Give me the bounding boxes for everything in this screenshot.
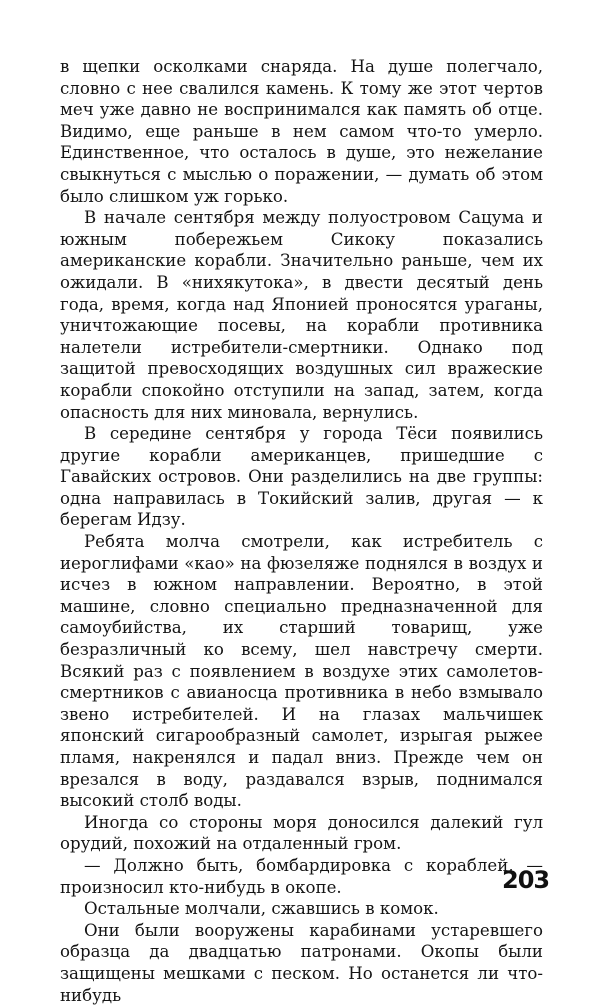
paragraph-carbines: Они были вооружены карабинами устаревшего образца да двадцатью патронами. Окопы были защищены мешками с песком. Но останется ли что-нибудь	[60, 920, 543, 1005]
paragraph-continuation: в щепки осколками снаряда. На душе полегчало, словно с нее свалился камень. К тому же этот чертов меч уже давно не воспринимался как память об отце. Видимо, еще раньше в нем самом что-то умерло. Единственное, что осталось в душе, это нежелание свыкнуться с мыслью о поражении, — думать об этом было слишком уж горько.	[60, 57, 543, 206]
paragraph-silence: Остальные молчали, сжавшись в комок.	[84, 899, 439, 919]
paragraph-guns: Иногда со стороны моря доносился далекий гул орудий, похожий на отдаленный гром.	[60, 812, 543, 854]
paragraph-tyoshi: В середине сентября у города Тёси появились другие корабли американцев, пришедшие с Гавайских островов. Они разделились на две группы: одна направилась в Токийский залив, другая — к берегам Идзу.	[60, 424, 543, 530]
page-number: 203	[502, 866, 550, 894]
book-page-text	[60, 56, 543, 1006]
paragraph-american-ships: В начале сентября между полуостровом Сацума и южным побережьем Сикоку показались американские корабли. Значительно раньше, чем их ожидали. В «нихякутока», в двести десятый день года, время, когда над Японией проносятся ураганы, уничтожающие посевы, на корабли противника налетели истребители-смертники. Однако под защитой превосходящих воздушных сил вражеские корабли спокойно отступили на запад, затем, когда опасность для них миновала, вернулись.	[60, 208, 543, 422]
paragraph-dialogue: — Должно быть, бомбардировка с кораблей, — произносил кто-нибудь в окопе.	[60, 855, 543, 897]
paragraph-fighter: Ребята молча смотрели, как истребитель с иероглифами «као» на фюзеляже поднялся в воздух и исчез в южном направлении. Вероятно, в этой машине, словно специально предназначенной для самоубийства, их старший товарищ, уже безразличный ко всему, шел навстречу смерти. Всякий раз с появлением в воздухе этих самолетов-смертников с авианосца противника в небо взмывало звено истребителей. И на глазах мальчишек японский сигарообразный самолет, изрыгая рыжее пламя, накренялся и падал вниз. Прежде чем он врезался в воду, раздавался взрыв, поднимался высокий столб воды.	[60, 532, 543, 811]
